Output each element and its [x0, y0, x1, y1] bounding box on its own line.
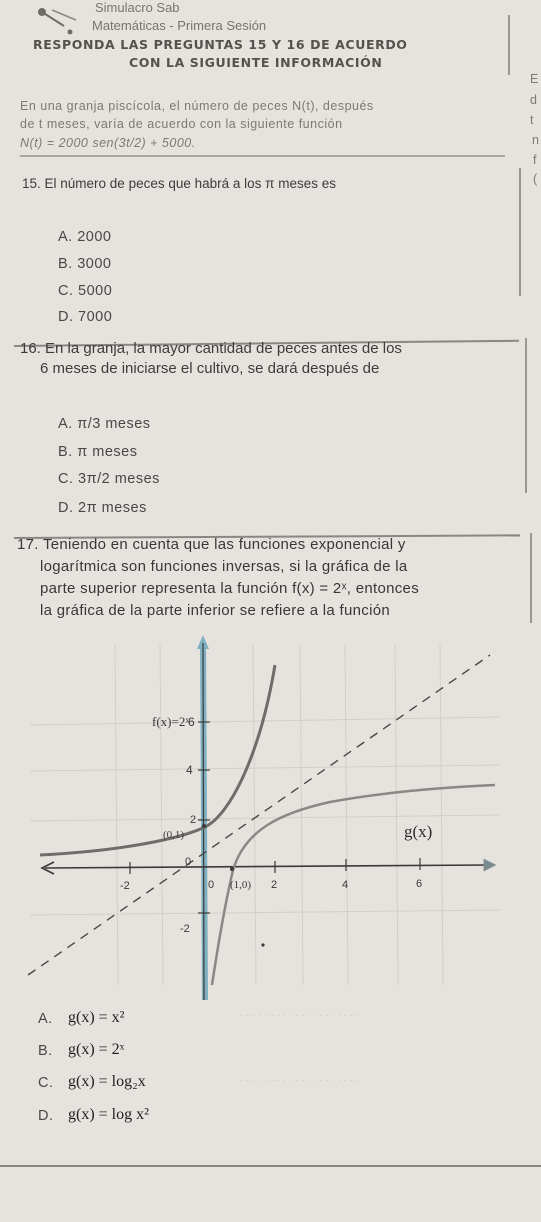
q15-option-d[interactable]: D. 7000 [58, 309, 113, 325]
q15-option-a[interactable]: A. 2000 [58, 229, 112, 245]
q16-option-b[interactable]: B. π meses [58, 444, 138, 460]
identity-line [28, 655, 490, 975]
side-letter: d [530, 93, 538, 107]
q16-line-2: 6 meses de iniciarse el cultivo, se dará después de [40, 360, 380, 377]
point-10-label: (1,0) [230, 879, 252, 891]
side-letter: ( [533, 172, 538, 186]
header-subtitle: Matemáticas - Primera Sesión [92, 18, 267, 33]
divider [20, 155, 505, 157]
y-tick-label: 4 [186, 763, 193, 777]
x-tick-label: 0 [208, 879, 215, 891]
q17-option-b-letter: B. [38, 1043, 53, 1059]
x-tick-label: 4 [342, 879, 349, 891]
side-letter: f [533, 153, 537, 167]
q16-option-a[interactable]: A. π/3 meses [58, 416, 151, 432]
context-line-1: En una granja piscícola, el número de peces N(t), después [20, 99, 374, 113]
side-letter: E [530, 72, 539, 86]
q16-option-c[interactable]: C. 3π/2 meses [58, 471, 160, 487]
column-divider [525, 338, 527, 493]
q16-option-d[interactable]: D. 2π meses [58, 500, 147, 516]
point-01-label: (0,1) [163, 829, 185, 841]
logo-icon [34, 2, 94, 38]
y-tick-label: 6 [188, 715, 195, 729]
bleed-through-text: · · · · · · · · · · · · · · · · · · · · [240, 1010, 360, 1021]
context-line-2: de t meses, varía de acuerdo con la siguiente función [20, 117, 343, 131]
q15-option-b[interactable]: B. 3000 [58, 256, 112, 272]
q17-option-b[interactable]: g(x) = 2ˣ [68, 1041, 125, 1058]
q17-option-c[interactable]: g(x) = log₂x [68, 1073, 146, 1090]
x-tick-label: 2 [271, 879, 278, 891]
x-axis [45, 865, 490, 868]
divider [0, 1165, 541, 1167]
column-divider [519, 168, 521, 296]
q17-line-3: parte superior representa la función f(x) = 2ˣ, entonces [40, 580, 420, 597]
q17-line-4: la gráfica de la parte inferior se refiere a la función [40, 602, 391, 619]
side-letter: t [530, 113, 534, 127]
column-divider [508, 15, 510, 75]
f-label: f(x)=2ˣ [152, 714, 190, 729]
instructions-line-2: CON LA SIGUIENTE INFORMACIÓN [129, 55, 383, 70]
exponential-curve [40, 665, 275, 855]
x-tick-label: 6 [416, 878, 423, 890]
q17-option-a-letter: A. [38, 1011, 53, 1027]
header-title: Simulacro Sab [95, 0, 180, 15]
q17-line-2: logarítmica son funciones inversas, si la gráfica de la [40, 558, 408, 575]
q16-line-1: 16. En la granja, la mayor cantidad de peces antes de los [20, 340, 402, 357]
context-formula: N(t) = 2000 sen(3t/2) + 5000. [20, 136, 196, 150]
q17-option-a[interactable]: g(x) = x² [68, 1009, 125, 1026]
instructions-line-1: RESPONDA LAS PREGUNTAS 15 Y 16 DE ACUERDO [33, 37, 408, 52]
graph-svg [0, 625, 541, 1005]
side-letter: n [532, 133, 540, 147]
q17-line-1: 17. Teniendo en cuenta que las funciones exponencial y [17, 536, 406, 553]
y-tick-label: 2 [190, 814, 197, 826]
q17-option-c-letter: C. [38, 1075, 54, 1091]
bleed-through-text: · · · · · · · · · · · · · · · · · · · · [240, 1075, 360, 1086]
y-tick-label: -2 [180, 923, 190, 935]
q17-option-d-letter: D. [38, 1108, 54, 1124]
column-divider [530, 533, 532, 623]
q15-text: 15. El número de peces que habrá a los π meses es [22, 176, 336, 191]
function-graph [0, 625, 541, 1005]
g-label: g(x) [404, 822, 433, 841]
grid [30, 645, 500, 985]
q15-option-c[interactable]: C. 5000 [58, 283, 113, 299]
x-tick-label: -2 [120, 880, 130, 892]
q17-option-d[interactable]: g(x) = log x² [68, 1106, 149, 1123]
origin-label: 0 [185, 856, 192, 868]
